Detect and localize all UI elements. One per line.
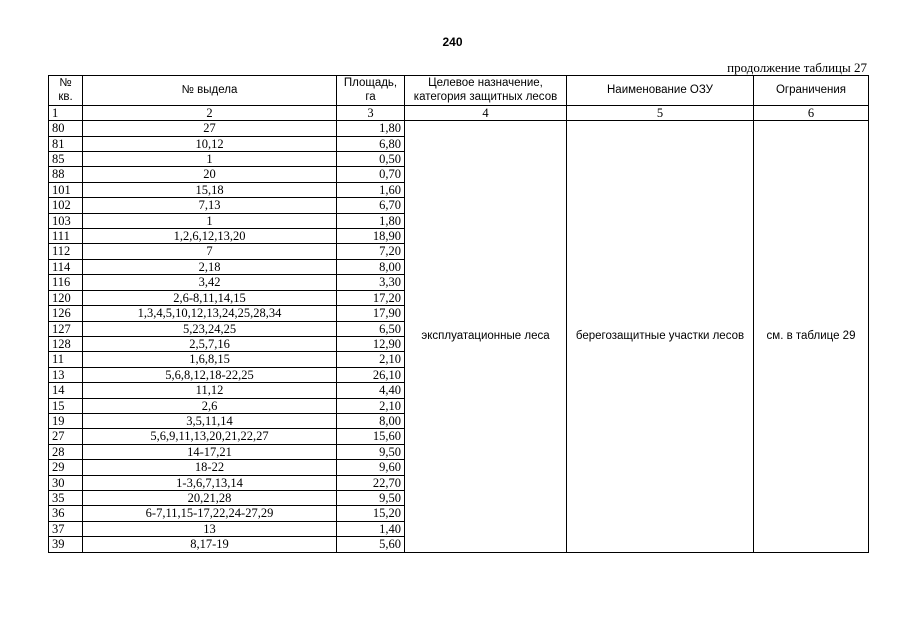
cell-kv: 11 (49, 352, 83, 367)
cell-kv: 101 (49, 182, 83, 197)
table-header-row (49, 76, 869, 106)
cell-vydel: 5,23,24,25 (83, 321, 337, 336)
cell-vydel: 14-17,21 (83, 444, 337, 459)
cell-kv: 81 (49, 136, 83, 151)
cell-vydel: 2,6 (83, 398, 337, 413)
cell-area: 9,50 (337, 490, 405, 505)
cell-area: 18,90 (337, 229, 405, 244)
table-body (49, 121, 869, 552)
column-number: 5 (567, 105, 754, 120)
cell-kv: 27 (49, 429, 83, 444)
cell-area: 6,50 (337, 321, 405, 336)
cell-vydel: 20 (83, 167, 337, 182)
cell-area: 5,60 (337, 537, 405, 552)
cell-kv: 102 (49, 198, 83, 213)
column-number: 2 (83, 105, 337, 120)
cell-kv: 127 (49, 321, 83, 336)
cell-area: 7,20 (337, 244, 405, 259)
cell-kv: 35 (49, 490, 83, 505)
column-number: 6 (754, 105, 869, 120)
cell-kv: 15 (49, 398, 83, 413)
cell-area: 6,80 (337, 136, 405, 151)
cell-vydel: 5,6,9,11,13,20,21,22,27 (83, 429, 337, 444)
cell-area: 6,70 (337, 198, 405, 213)
cell-kv: 85 (49, 152, 83, 167)
cell-vydel: 11,12 (83, 383, 337, 398)
cell-area: 22,70 (337, 475, 405, 490)
column-number-row (49, 105, 869, 120)
cell-kv: 39 (49, 537, 83, 552)
cell-vydel: 7 (83, 244, 337, 259)
cell-area: 15,60 (337, 429, 405, 444)
cell-vydel: 1-3,6,7,13,14 (83, 475, 337, 490)
cell-vydel: 10,12 (83, 136, 337, 151)
cell-area: 1,80 (337, 213, 405, 228)
cell-area: 9,60 (337, 460, 405, 475)
cell-area: 0,50 (337, 152, 405, 167)
cell-ozu-merged: берегозащитные участки лесов (567, 121, 754, 552)
cell-kv: 103 (49, 213, 83, 228)
cell-vydel: 18-22 (83, 460, 337, 475)
header-vydel: № выдела (83, 76, 337, 106)
cell-kv: 37 (49, 521, 83, 536)
header-kv: № кв. (49, 76, 83, 106)
cell-purpose-merged: эксплуатационные леса (405, 121, 567, 552)
cell-vydel: 2,6-8,11,14,15 (83, 290, 337, 305)
cell-kv: 19 (49, 413, 83, 428)
cell-vydel: 13 (83, 521, 337, 536)
page-number: 240 (442, 35, 463, 49)
cell-vydel: 6-7,11,15-17,22,24-27,29 (83, 506, 337, 521)
cell-kv: 114 (49, 259, 83, 274)
cell-kv: 128 (49, 336, 83, 351)
cell-area: 2,10 (337, 398, 405, 413)
column-number: 4 (405, 105, 567, 120)
cell-kv: 111 (49, 229, 83, 244)
cell-vydel: 27 (83, 121, 337, 136)
cell-area: 12,90 (337, 336, 405, 351)
cell-vydel: 1 (83, 213, 337, 228)
cell-vydel: 2,18 (83, 259, 337, 274)
cell-vydel: 3,42 (83, 275, 337, 290)
cell-area: 17,90 (337, 306, 405, 321)
cell-vydel: 1 (83, 152, 337, 167)
cell-kv: 116 (49, 275, 83, 290)
header-restrictions: Ограничения (754, 76, 869, 106)
cell-kv: 30 (49, 475, 83, 490)
cell-kv: 126 (49, 306, 83, 321)
cell-area: 4,40 (337, 383, 405, 398)
cell-vydel: 1,3,4,5,10,12,13,24,25,28,34 (83, 306, 337, 321)
cell-area: 8,00 (337, 259, 405, 274)
cell-kv: 28 (49, 444, 83, 459)
table-row (49, 121, 869, 136)
cell-kv: 13 (49, 367, 83, 382)
cell-area: 1,80 (337, 121, 405, 136)
cell-area: 0,70 (337, 167, 405, 182)
column-number: 3 (337, 105, 405, 120)
cell-area: 3,30 (337, 275, 405, 290)
cell-area: 15,20 (337, 506, 405, 521)
cell-area: 1,60 (337, 182, 405, 197)
cell-vydel: 8,17-19 (83, 537, 337, 552)
cell-kv: 36 (49, 506, 83, 521)
cell-kv: 88 (49, 167, 83, 182)
cell-vydel: 1,2,6,12,13,20 (83, 229, 337, 244)
cell-kv: 14 (49, 383, 83, 398)
cell-vydel: 1,6,8,15 (83, 352, 337, 367)
cell-vydel: 5,6,8,12,18-22,25 (83, 367, 337, 382)
cell-kv: 80 (49, 121, 83, 136)
cell-area: 17,20 (337, 290, 405, 305)
header-purpose: Целевое назначение, категория защитных лесов (405, 76, 567, 106)
cell-area: 8,00 (337, 413, 405, 428)
cell-kv: 112 (49, 244, 83, 259)
cell-area: 1,40 (337, 521, 405, 536)
cell-kv: 29 (49, 460, 83, 475)
cell-kv: 120 (49, 290, 83, 305)
header-ozu: Наименование ОЗУ (567, 76, 754, 106)
cell-vydel: 20,21,28 (83, 490, 337, 505)
cell-vydel: 7,13 (83, 198, 337, 213)
cell-area: 26,10 (337, 367, 405, 382)
cell-vydel: 15,18 (83, 182, 337, 197)
forest-plots-table (48, 75, 869, 553)
header-area: Площадь, га (337, 76, 405, 106)
cell-area: 9,50 (337, 444, 405, 459)
cell-vydel: 3,5,11,14 (83, 413, 337, 428)
cell-area: 2,10 (337, 352, 405, 367)
cell-restrictions-merged: см. в таблице 29 (754, 121, 869, 552)
column-number: 1 (49, 105, 83, 120)
table-continuation-label: продолжение таблицы 27 (727, 60, 867, 75)
cell-vydel: 2,5,7,16 (83, 336, 337, 351)
